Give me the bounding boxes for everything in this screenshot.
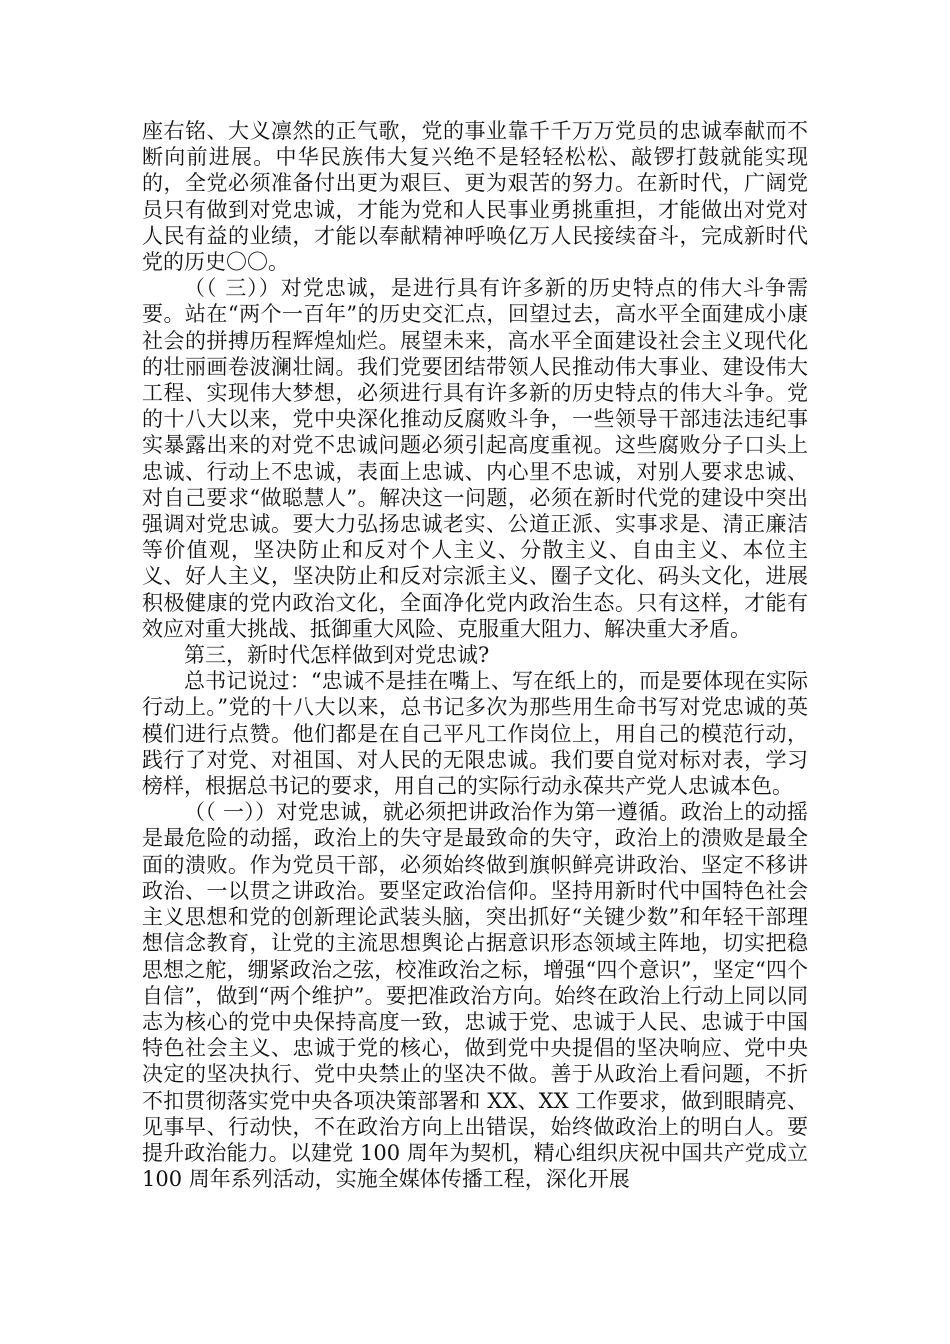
paragraph-2: （（ 三））对党忠诚，是进行具有许多新的历史特点的伟大斗争需要。站在“两个一百年”的历史交汇点，回望过去，高水平全面建成小康社会的拼搏历程辉煌灿烂。展望未来，高水平全面建设社会主义现代化的壮丽画卷波澜壮阔。我们党要团结带领人民推动伟大事业、建设伟大工程、实现伟大梦想，必须进行具有许多新的历史特点的伟大斗争。党的十八大以来，党中央深化推动反腐败斗争，一些领导干部违法违纪事实暴露出来的对党不忠诚问题必须引起高度重视。这些腐败分子口头上忠诚、行动上不忠诚，表面上忠诚、内心里不忠诚，对别人要求忠诚、对自己要求“做聪慧人”。解决这一问题，必须在新时代党的建设中突出强调对党忠诚。要大力弘扬忠诚老实、公道正派、实事求是、清正廉洁 等价值观，坚决防止和反对个人主义、分散主义、自由主义、本位主义、好人主义，坚决防止和反对宗派主义、圈子文化、码头文化，进展积极健康的党内政治文化，全面净化党内政治生态。只有这样，才能有效应对重大挑战、抵御重大风险、克服重大阻力、解决重大矛盾。: [142, 276, 808, 641]
document-page: [142, 118, 808, 1192]
section-heading-third: 第三，新时代怎样做到对党忠诚?: [184, 643, 490, 668]
paragraph-4: 总书记说过：“忠诚不是挂在嘴上、写在纸上的，而是要体现在实际行动上。”党的十八大以来，总书记多次为那些用生命书写对党忠诚的英模们进行点赞。他们都是在自己平凡工作岗位上，用自己的模范行动，践行了对党、对祖国、对人民的无限忠诚。我们要自觉对标对表，学习榜样，根据总书记的要求，用自己的实际行动永葆共产党人忠诚本色。: [142, 669, 808, 799]
paragraph-5: （（ 一））对党忠诚，就必须把讲政治作为第一遵循。政治上的动摇是最危险的动摇，政治上的失守是最致命的失守，政治上的溃败是最全面的溃败。作为党员干部，必须始终做到旗帜鲜亮讲政治、坚定不移讲政治、一以贯之讲政治。要坚定政治信仰。坚持用新时代中国特色社会主义思想和党的创新理论武装头脑，突出抓好“关键少数”和年轻干部理想信念教育，让党的主流思想舆论占据意识形态领域主阵地，切实把稳思想之舵，绷紧政治之弦，校准政治之标，增强“四个意识”，坚定“四个自信”，做到“两个维护”。要把准政治方向。始终在政治上行动上同以同志为核心的党中央保持高度一致，忠诚于党、忠诚于人民、忠诚于中国特色社会主义、忠诚于党的核心，做到党中央提倡的坚决响应、党中央决定的坚决执行、党中央禁止的坚决不做。善于从政治上看问题，不折不扣贯彻落实党中央各项决策部署和 XX、XX 工作要求，做到眼睛亮、见事早、行动快，不在政治方向上出错误，始终做政治上的明白人。要提升政治能力。以建党 100 周年为契机，精心组织庆祝中国共产党成立 100 周年系列活动，实施全媒体传播工程，深化开展: [142, 800, 808, 1192]
paragraph-1: 座右铭、大义凛然的正气歌，党的事业靠千千万万党员的忠诚奉献而不断向前进展。中华民族伟大复兴绝不是轻轻松松、敲锣打鼓就能实现的，全党必须准备付出更为艰巨、更为艰苦的努力。在新时代，广阔党员只有做到对党忠诚，才能为党和人民事业勇挑重担，才能做出对党对人民有益的业绩，才能以奉献精神呼唤亿万人民接续奋斗，完成新时代党的历史〇〇。: [142, 119, 808, 275]
